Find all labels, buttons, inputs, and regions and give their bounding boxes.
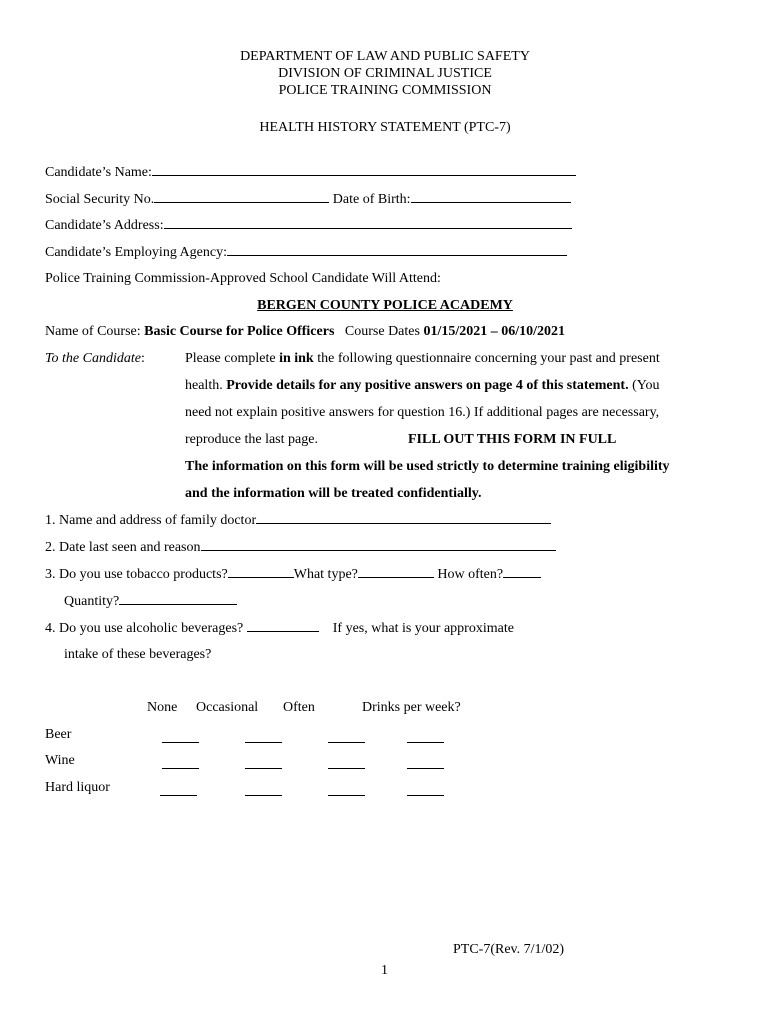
col-header-none: None <box>147 700 178 715</box>
ssn-field[interactable] <box>154 190 329 203</box>
header-department: DEPARTMENT OF LAW AND PUBLIC SAFETY <box>240 49 530 64</box>
form-revision: PTC-7(Rev. 7/1/02) <box>453 942 565 957</box>
question-4-continued: intake of these beverages? <box>64 647 212 662</box>
col-header-often: Often <box>283 700 315 715</box>
row-label-wine: Wine <box>45 753 75 768</box>
alcohol-use-field[interactable] <box>247 619 319 632</box>
row-label-hard-liquor: Hard liquor <box>45 780 110 795</box>
course-name-value: Basic Course for Police Officers <box>144 324 335 339</box>
col-header-drinks-per-week: Drinks per week? <box>362 700 461 715</box>
wine-drinks-per-week-field[interactable] <box>407 756 444 769</box>
tobacco-use-field[interactable] <box>228 565 294 578</box>
liquor-drinks-per-week-field[interactable] <box>407 783 444 796</box>
dob-field[interactable] <box>411 190 571 203</box>
form-title: HEALTH HISTORY STATEMENT (PTC-7) <box>259 120 511 135</box>
beer-occasional-field[interactable] <box>245 730 282 743</box>
tobacco-frequency-field[interactable] <box>503 565 541 578</box>
row-label-beer: Beer <box>45 727 72 742</box>
to-candidate-label: To the Candidate: <box>45 351 145 366</box>
question-3-quantity: Quantity? <box>64 592 237 611</box>
date-last-seen-field[interactable] <box>201 538 556 551</box>
question-1: 1. Name and address of family doctor <box>45 511 551 530</box>
wine-none-field[interactable] <box>162 756 199 769</box>
dob-label: Date of Birth: <box>332 192 411 207</box>
question-4: 4. Do you use alcoholic beverages? If yes, what is your approximate <box>45 621 514 636</box>
beer-drinks-per-week-field[interactable] <box>407 730 444 743</box>
candidate-name-field[interactable] <box>152 163 576 176</box>
beer-often-field[interactable] <box>328 730 365 743</box>
employing-agency-row <box>45 243 567 262</box>
page-number: 1 <box>381 963 388 978</box>
course-row <box>45 323 565 341</box>
header-commission: POLICE TRAINING COMMISSION <box>278 83 492 98</box>
course-dates-value: 01/15/2021 – 06/10/2021 <box>423 324 566 339</box>
instruction-line-6: and the information will be treated confidentially. <box>185 486 482 501</box>
instruction-line-1: Please complete in ink the following questionnaire concerning your past and present <box>185 351 660 366</box>
course-name-label: Name of Course: <box>45 324 145 339</box>
ssn-label: Social Security No. <box>45 192 155 207</box>
family-doctor-field[interactable] <box>256 511 551 524</box>
question-2: 2. Date last seen and reason <box>45 538 556 557</box>
liquor-often-field[interactable] <box>328 783 365 796</box>
employing-agency-field[interactable] <box>227 243 567 256</box>
candidate-name-row <box>45 163 576 182</box>
employing-agency-label: Candidate’s Employing Agency: <box>45 245 227 260</box>
tobacco-quantity-field[interactable] <box>119 592 237 605</box>
instruction-line-3: need not explain positive answers for question 16.) If additional pages are necessary, <box>185 405 660 420</box>
fill-out-notice: FILL OUT THIS FORM IN FULL <box>408 432 617 447</box>
tobacco-type-field[interactable] <box>358 565 434 578</box>
liquor-occasional-field[interactable] <box>245 783 282 796</box>
candidate-address-row <box>45 216 572 235</box>
candidate-address-field[interactable] <box>164 216 572 229</box>
course-dates-label: Course Dates <box>344 324 424 339</box>
candidate-name-label: Candidate’s Name: <box>45 165 152 180</box>
header-division: DIVISION OF CRIMINAL JUSTICE <box>278 66 492 81</box>
academy-name: BERGEN COUNTY POLICE ACADEMY <box>257 298 513 313</box>
col-header-occasional: Occasional <box>196 700 259 715</box>
beer-none-field[interactable] <box>162 730 199 743</box>
instruction-line-4: reproduce the last page. <box>185 432 318 447</box>
instruction-line-5: The information on this form will be used strictly to determine training eligibility <box>185 459 670 474</box>
ssn-dob-row <box>45 190 571 209</box>
instruction-line-2: health. Provide details for any positive answers on page 4 of this statement. (You <box>185 378 660 393</box>
question-3: 3. Do you use tobacco products? What type? How often? <box>45 565 541 584</box>
liquor-none-field[interactable] <box>160 783 197 796</box>
wine-occasional-field[interactable] <box>245 756 282 769</box>
school-label: Police Training Commission-Approved School Candidate Will Attend: <box>45 271 441 286</box>
wine-often-field[interactable] <box>328 756 365 769</box>
candidate-address-label: Candidate’s Address: <box>45 218 164 233</box>
